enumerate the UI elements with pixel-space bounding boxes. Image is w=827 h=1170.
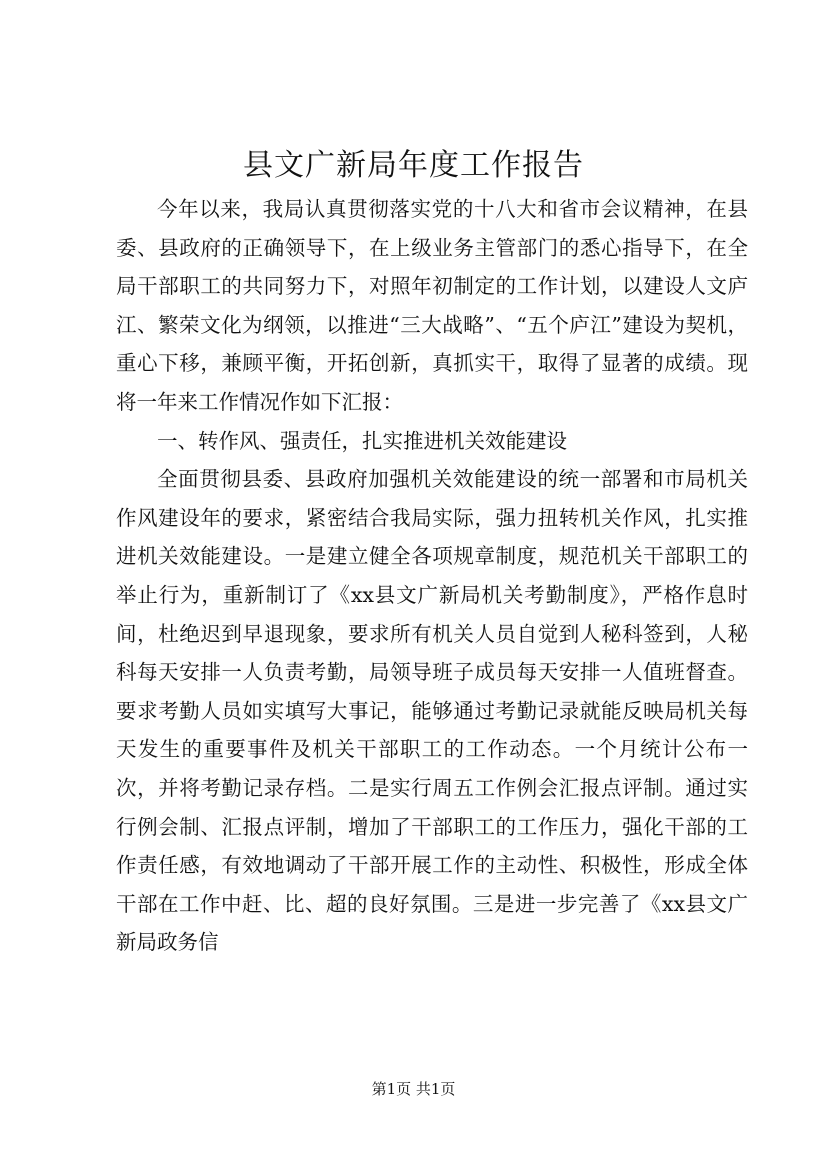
section-heading: 一、转作风、强责任，扎实推进机关效能建设 xyxy=(157,428,567,453)
intro-paragraph: 今年以来，我局认真贯彻落实党的十八大和省市会议精神，在县委、县政府的正确领导下，在上级业务主管部门的悉心指导下，在全局干部职工的共同努力下，对照年初制定的工作计划，以建设人文庐江、繁荣文化为纲领，以推进“三大战略”、“五个庐江”建设为契机，重心下移，兼顾平衡，开拓创新，真抓实干，取得了显著的成绩。现将一年来工作情况作如下汇报： xyxy=(116,197,748,414)
section-paragraph: 全面贯彻县委、县政府加强机关效能建设的统一部署和市局机关作风建设年的要求，紧密结合我局实际，强力扭转机关作风，扎实推进机关效能建设。一是建立健全各项规章制度，规范机关干部职工的举止行为，重新制订了《xx县文广新局机关考勤制度》，严格作息时间，杜绝迟到早退现象，要求所有机关人员自觉到人秘科签到，人秘科每天安排一人负责考勤，局领导班子成员每天安排一人值班督查。要求考勤人员如实填写大事记，能够通过考勤记录就能反映局机关每天发生的重要事件及机关干部职工的工作动态。一个月统计公布一次，并将考勤记录存档。二是实行周五工作例会汇报点评制。通过实行例会制、汇报点评制，增加了干部职工的工作压力，强化干部的工作责任感，有效地调动了干部开展工作的主动性、积极性，形成全体干部在工作中赶、比、超的良好氛围。三是进一步完善了《xx县文广新局政务信 xyxy=(116,467,748,955)
page-footer: 第1页 共1页 xyxy=(371,1080,456,1098)
document-title: 县文广新局年度工作报告 xyxy=(243,148,584,183)
document-body xyxy=(116,190,748,962)
